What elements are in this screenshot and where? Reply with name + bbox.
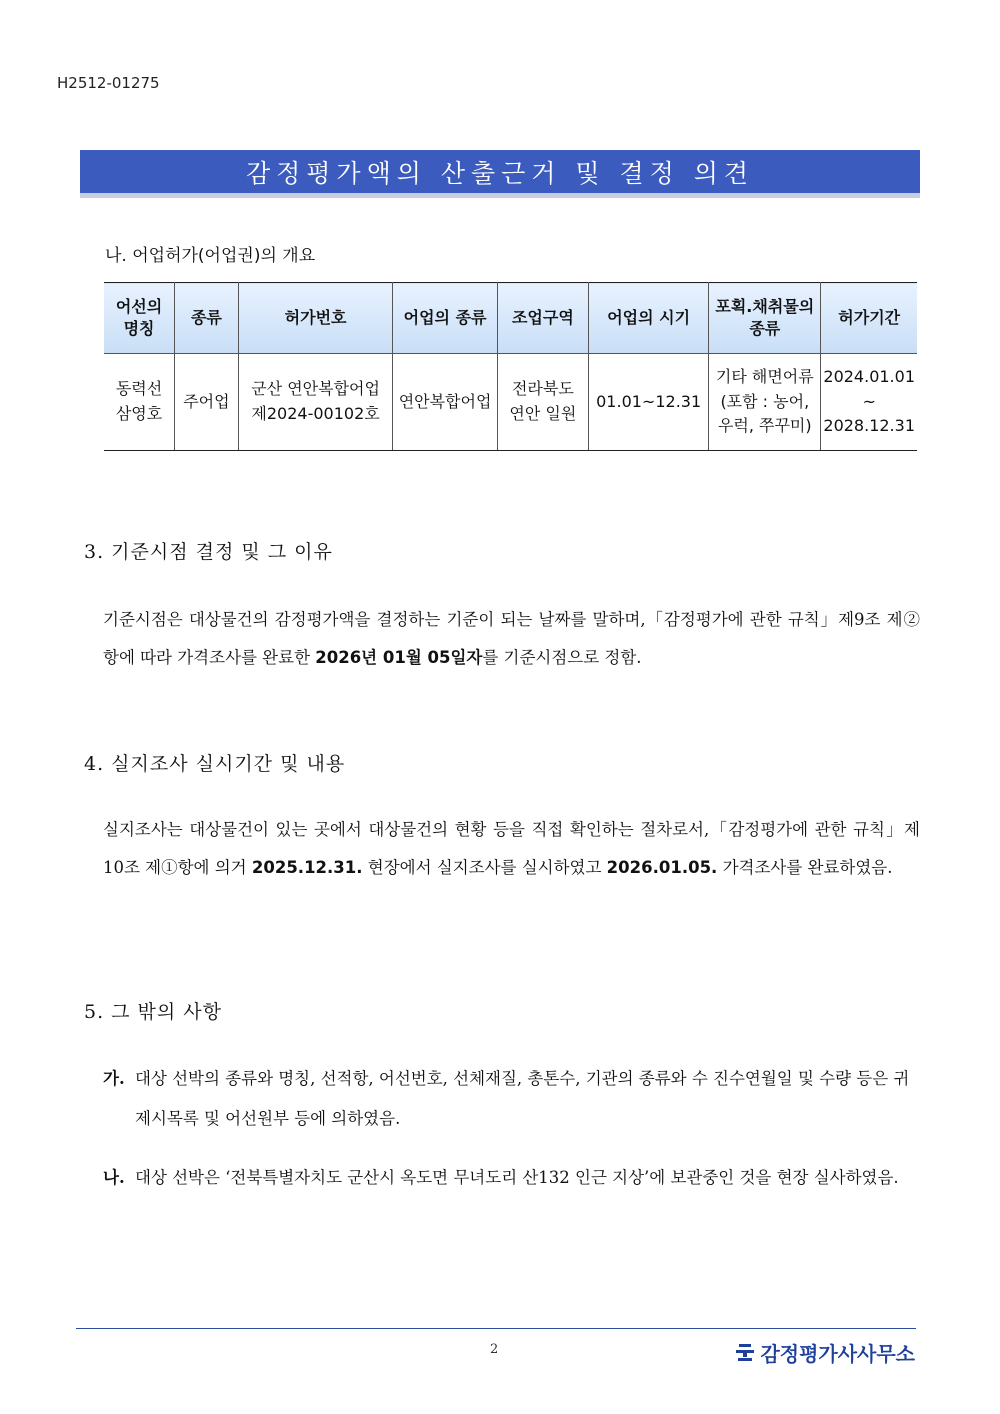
table-header: 어업의 시기 bbox=[589, 283, 709, 354]
table-cell: 기타 해면어류 (포함 : 농어, 우럭, 쭈꾸미) bbox=[709, 354, 821, 451]
table-header: 종류 bbox=[175, 283, 239, 354]
list-item-text: 대상 선박의 종류와 명칭, 선적항, 어선번호, 선체재질, 총톤수, 기관의 종류와 수 진수연월일 및 수량 등은 귀 제시목록 및 어선원부 등에 의하였음. bbox=[135, 1069, 910, 1128]
section-3-paragraph bbox=[103, 601, 920, 677]
table-cell: 동력선 삼영호 bbox=[104, 354, 175, 451]
section-na-heading: 나. 어업허가(어업권)의 개요 bbox=[105, 246, 316, 266]
section-3-heading: 3. 기준시점 결정 및 그 이유 bbox=[84, 541, 333, 563]
section-4-text-end: 가격조사를 완료하였음. bbox=[717, 858, 893, 877]
list-item bbox=[103, 1059, 915, 1139]
table-header: 조업구역 bbox=[497, 283, 588, 354]
page-title: 감정평가액의 산출근거 및 결정 의견 bbox=[80, 150, 920, 198]
list-item-marker: 나. bbox=[103, 1168, 125, 1187]
list-item-text: 대상 선박은 ‘전북특별자치도 군산시 옥도면 무녀도리 산132 인근 지상’에 보관중인 것을 현장 실사하였음. bbox=[135, 1168, 899, 1187]
license-table bbox=[104, 282, 917, 451]
table-cell: 01.01~12.31 bbox=[589, 354, 709, 451]
survey-date: 2025.12.31. bbox=[251, 858, 363, 877]
section-5-heading: 5. 그 밖의 사항 bbox=[84, 1001, 223, 1023]
table-header: 허가번호 bbox=[238, 283, 393, 354]
table-header: 어업의 종류 bbox=[393, 283, 497, 354]
page-number: 2 bbox=[490, 1342, 499, 1357]
table-header: 어선의 명칭 bbox=[104, 283, 175, 354]
section-4-paragraph bbox=[103, 811, 920, 887]
footer-org bbox=[734, 1338, 915, 1367]
list-item-marker: 가. bbox=[103, 1069, 125, 1088]
price-survey-date: 2026.01.05. bbox=[606, 858, 718, 877]
list-item bbox=[103, 1158, 915, 1198]
base-date: 2026년 01월 05일자 bbox=[315, 648, 483, 667]
table-row bbox=[104, 354, 917, 451]
document-id: H2512-01275 bbox=[57, 74, 160, 92]
section-3-text-end: 를 기준시점으로 정함. bbox=[482, 648, 642, 667]
table-header: 포획.채취물의 종류 bbox=[709, 283, 821, 354]
org-logo-icon bbox=[734, 1342, 756, 1364]
table-cell: 전라북도 연안 일원 bbox=[497, 354, 588, 451]
table-cell: 주어업 bbox=[175, 354, 239, 451]
section-3-text: 기준시점은 대상물건의 감정평가액을 결정하는 기준이 되는 날짜를 말하며,「감정평가에 관한 규칙」제9조 제②항에 따라 가격조사를 완료한 bbox=[103, 610, 920, 667]
section-4-text-mid: 현장에서 실지조사를 실시하였고 bbox=[362, 858, 607, 877]
table-cell: 군산 연안복합어업 제2024-00102호 bbox=[238, 354, 393, 451]
table-cell: 2024.01.01 ~ 2028.12.31 bbox=[821, 354, 917, 451]
footer-divider bbox=[76, 1328, 916, 1329]
table-cell: 연안복합어업 bbox=[393, 354, 497, 451]
table-header: 허가기간 bbox=[821, 283, 917, 354]
org-name: 감정평가사사무소 bbox=[760, 1342, 915, 1366]
section-4-text: 실지조사는 대상물건이 있는 곳에서 대상물건의 현황 등을 직접 확인하는 절차로서,「감정평가에 관한 규칙」제10조 제①항에 의거 bbox=[103, 820, 920, 877]
table-header-row bbox=[104, 283, 917, 354]
section-4-heading: 4. 실지조사 실시기간 및 내용 bbox=[84, 753, 346, 775]
